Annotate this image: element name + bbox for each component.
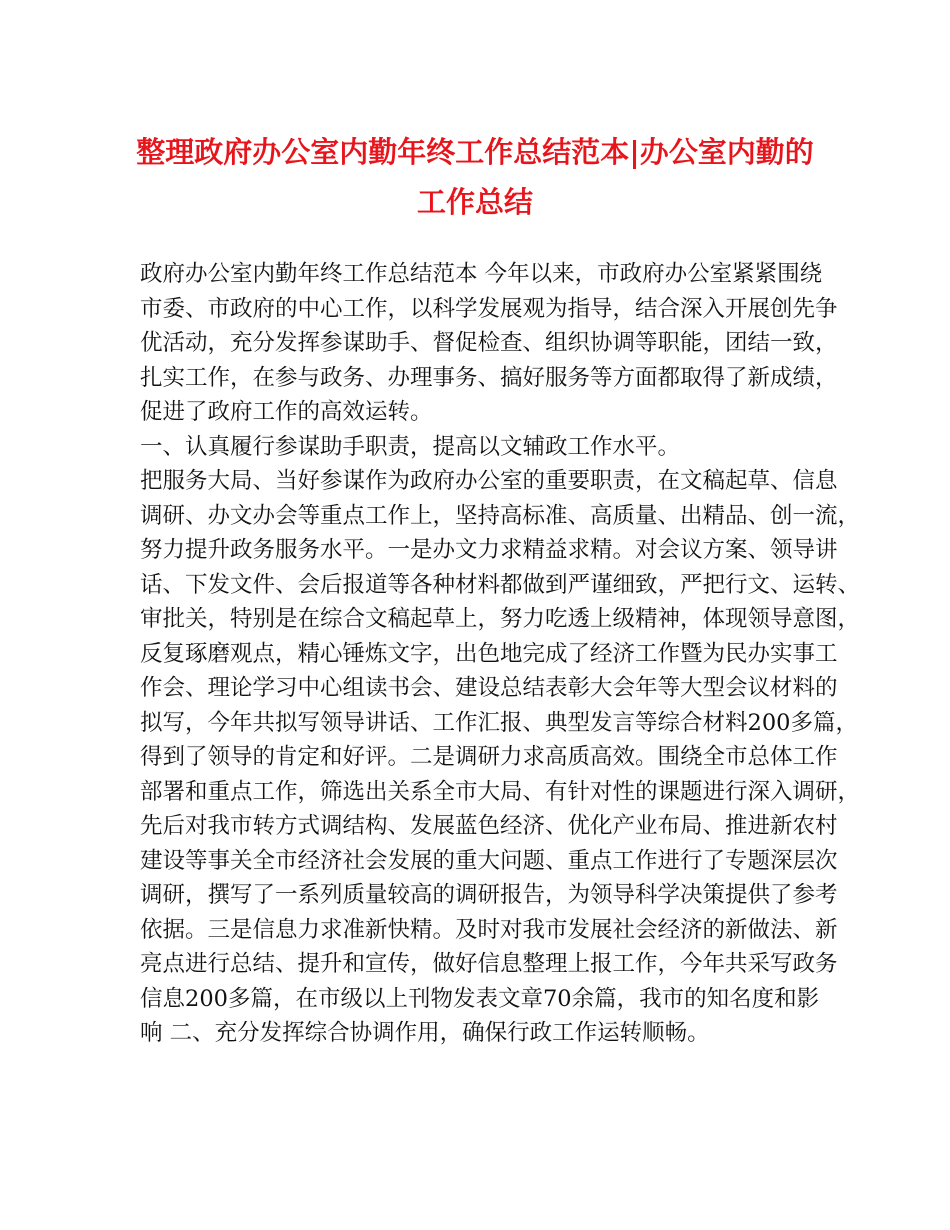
body-line: 作会、理论学习中心组读书会、建设总结表彰大会年等大型会议材料的 — [140, 675, 838, 701]
body-line: 调研、办文办会等重点工作上，坚持高标准、高质量、出精品、创一流， — [140, 502, 861, 529]
body-line: 建设等事关全市经济社会发展的重大问题、重点工作进行了专题深层次 — [140, 847, 838, 874]
document-title — [0, 127, 950, 227]
body-line: 市委、市政府的中心工作，以科学发展观为指导，结合深入开展创先争 — [140, 295, 838, 322]
title-line-2: 工作总结 — [416, 185, 533, 219]
section-heading: 一、认真履行参谋助手职责，提高以文辅政工作水平。 — [140, 433, 681, 460]
body-line: 政府办公室内勤年终工作总结范本 今年以来，市政府办公室紧紧围绕 — [140, 261, 823, 287]
body-line: 扎实工作，在参与政务、办理事务、搞好服务等方面都取得了新成绩， — [140, 364, 838, 391]
body-line: 审批关，特别是在综合文稿起草上，努力吃透上级精神，体现领导意图， — [140, 606, 861, 632]
body-line: 努力提升政务服务水平。一是办文力求精益求精。对会议方案、领导讲 — [140, 537, 838, 563]
body-line: 依据。三是信息力求准新快精。及时对我市发展社会经济的新做法、新 — [140, 916, 838, 943]
body-line: 促进了政府工作的高效运转。 — [140, 399, 433, 425]
body-line: 反复琢磨观点，精心锤炼文字，出色地完成了经济工作暨为民办实事工 — [140, 640, 838, 667]
body-line: 先后对我市转方式调结构、发展蓝色经济、优化产业布局、推进新农村 — [140, 813, 838, 839]
body-line: 信息200多篇，在市级以上刊物发表文章70余篇，我市的知名度和影 — [140, 985, 820, 1012]
document-body — [140, 257, 861, 1051]
body-line: 话、下发文件、会后报道等各种材料都做到严谨细致，严把行文、运转、 — [140, 571, 861, 598]
body-line: 亮点进行总结、提升和宣传，做好信息整理上报工作，今年共采写政务 — [140, 951, 838, 977]
title-line-1: 整理政府办公室内勤年终工作总结范本|办公室内勤的 — [136, 135, 814, 169]
body-line: 响 二、充分发挥综合协调作用，确保行政工作运转顺畅。 — [140, 1020, 710, 1046]
body-line: 优活动，充分发挥参谋助手、督促检查、组织协调等职能，团结一致， — [140, 330, 838, 356]
body-line: 部署和重点工作，筛选出关系全市大局、有针对性的课题进行深入调研， — [140, 778, 861, 805]
body-line: 得到了领导的肯定和好评。二是调研力求高质高效。围绕全市总体工作 — [140, 744, 838, 770]
body-line: 调研，撰写了一系列质量较高的调研报告，为领导科学决策提供了参考 — [140, 882, 838, 908]
body-line: 把服务大局、当好参谋作为政府办公室的重要职责，在文稿起草、信息 — [140, 468, 838, 494]
body-line: 拟写，今年共拟写领导讲话、工作汇报、典型发言等综合材料200多篇， — [140, 709, 858, 736]
